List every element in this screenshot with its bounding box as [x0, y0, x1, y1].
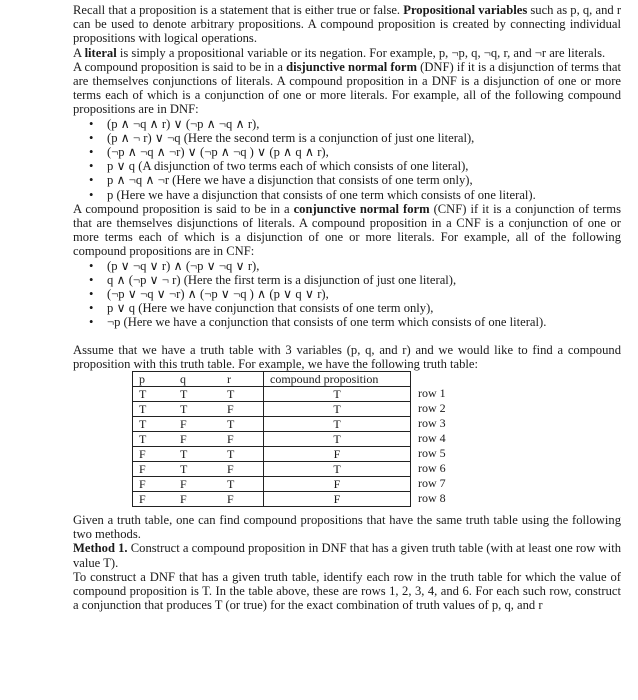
- paragraph-truth-table-intro: Assume that we have a truth table with 3 variables (p, q, and r) and we would like to find a compound proposition with this truth table. For example, we have the following truth table:: [73, 342, 621, 371]
- header-p: p: [133, 372, 175, 387]
- row-label: row 7: [418, 476, 446, 491]
- dnf-examples-list: [73, 117, 621, 202]
- table-row: [133, 402, 411, 417]
- cell: T: [221, 387, 264, 402]
- list-item: • (p ∨ ¬q ∨ r) ∧ (¬p ∨ ¬q ∨ r),: [83, 259, 621, 273]
- paragraph-cnf-definition: [73, 202, 621, 259]
- text: such as p, q, and r can be used to denote arbitrary propositions. A compound proposition is created by connecting individual propositions with logical operations.: [73, 3, 622, 46]
- cell: F: [133, 477, 175, 492]
- cell: F: [221, 432, 264, 447]
- document-body: [73, 3, 621, 613]
- list-item: • (p ∧ ¬q ∧ r) ∨ (¬p ∧ ¬q ∧ r),: [83, 117, 621, 131]
- text: (CNF) if it is a conjunction of terms that are themselves disjunctions of literals. A compound proposition in a CNF is a conjunction of one or more terms each of which is a disjunction of one or more literals. For example, all of the following compound propositions are in CNF:: [73, 201, 621, 259]
- method-1-label: Method 1.: [73, 541, 128, 556]
- list-item: • p ∨ q (Here we have conjunction that consists of one term only),: [83, 301, 621, 315]
- list-item: • p ∧ ¬q ∧ ¬r (Here we have a disjunction that consists of one term only),: [83, 173, 621, 187]
- cell: T: [133, 387, 175, 402]
- row-label: row 8: [418, 491, 446, 506]
- paragraph-dnf-definition: [73, 60, 621, 117]
- term-literal: literal: [84, 45, 117, 60]
- paragraph-dnf-construction: To construct a DNF that has a given truth table, identify each row in the truth table for which the value of compound proposition is T. In the table above, these are rows 1, 2, 3, 4, and 6. For each such row, construct a conjunction that produces T (or true) for the exact combination of truth values of p, q, and r: [73, 569, 621, 613]
- cell: T: [133, 432, 175, 447]
- table-row: [133, 447, 411, 462]
- list-item: • p (Here we have a disjunction that consists of one term which consists of one literal).: [83, 188, 621, 202]
- paragraph-method-1: [73, 541, 621, 569]
- list-item: • p ∨ q (A disjunction of two terms each of which consists of one literal),: [83, 159, 621, 173]
- cell: F: [221, 492, 264, 507]
- table-row: [133, 432, 411, 447]
- cell: F: [264, 492, 411, 507]
- row-labels: [418, 386, 446, 506]
- row-label: row 3: [418, 416, 446, 431]
- paragraph-propositional-variables: [73, 3, 621, 46]
- list-item: • (¬p ∨ ¬q ∨ ¬r) ∧ (¬p ∨ ¬q ) ∧ (p ∨ q ∨ r),: [83, 287, 621, 301]
- list-item: • ¬p (Here we have a conjunction that consists of one term which consists of one literal).: [83, 315, 621, 329]
- row-label: row 5: [418, 446, 446, 461]
- table-header-row: [133, 372, 411, 387]
- cell: F: [174, 417, 221, 432]
- cell: F: [133, 447, 175, 462]
- truth-table-container: [132, 371, 621, 507]
- cell: F: [264, 447, 411, 462]
- table-row: [133, 462, 411, 477]
- text: is simply a propositional variable or its negation. For example, p, ¬p, q, ¬q, r, and ¬r are literals.: [116, 45, 606, 60]
- cell: T: [174, 402, 221, 417]
- cell: F: [174, 477, 221, 492]
- row-label: row 1: [418, 386, 446, 401]
- cell: T: [133, 417, 175, 432]
- text: A compound proposition is said to be in a: [73, 59, 287, 74]
- cell: T: [133, 402, 175, 417]
- cell: F: [133, 462, 175, 477]
- cell: T: [174, 447, 221, 462]
- truth-table: [132, 371, 411, 507]
- cell: T: [264, 402, 411, 417]
- list-item: • (p ∧ ¬ r) ∨ ¬q (Here the second term is a conjunction of just one literal),: [83, 131, 621, 145]
- text: A: [73, 45, 85, 60]
- paragraph-two-methods: Given a truth table, one can find compound propositions that have the same truth table using the following two methods.: [73, 513, 621, 542]
- header-q: q: [174, 372, 221, 387]
- text: Construct a compound proposition in DNF that has a given truth table (with at least one row with value T).: [73, 541, 621, 570]
- cell: T: [221, 477, 264, 492]
- cell: F: [133, 492, 175, 507]
- list-item: • q ∧ (¬p ∨ ¬ r) (Here the first term is a disjunction of just one literal),: [83, 273, 621, 287]
- cell: F: [264, 477, 411, 492]
- table-row: [133, 477, 411, 492]
- list-item: • (¬p ∧ ¬q ∧ ¬r) ∨ (¬p ∧ ¬q ) ∨ (p ∧ q ∧ r),: [83, 145, 621, 159]
- table-row: [133, 417, 411, 432]
- table-row: [133, 492, 411, 507]
- header-compound-proposition: compound proposition: [264, 372, 411, 387]
- cell: T: [264, 462, 411, 477]
- spacer: [73, 330, 621, 343]
- paragraph-literal: [73, 46, 621, 60]
- cnf-examples-list: [73, 259, 621, 330]
- cell: T: [174, 387, 221, 402]
- row-label: row 6: [418, 461, 446, 476]
- cell: T: [264, 387, 411, 402]
- term-propositional-variables: Propositional variables: [403, 3, 528, 17]
- cell: T: [221, 417, 264, 432]
- term-dnf: disjunctive normal form: [286, 59, 417, 74]
- cell: F: [174, 432, 221, 447]
- cell: F: [221, 402, 264, 417]
- cell: T: [264, 432, 411, 447]
- cell: T: [221, 447, 264, 462]
- header-r: r: [221, 372, 264, 387]
- text: A compound proposition is said to be in a: [73, 201, 294, 216]
- cell: T: [264, 417, 411, 432]
- text: (DNF) if it is a disjunction of terms that are themselves conjunctions of literals. A compound proposition in a DNF is a disjunction of one or more terms each of which is a conjunction of one or more literals. For example, all of the following compound propositions are in DNF:: [73, 59, 621, 117]
- text: Recall that a proposition is a statement that is either true or false.: [73, 3, 404, 17]
- table-row: [133, 387, 411, 402]
- term-cnf: conjunctive normal form: [293, 201, 430, 216]
- cell: F: [174, 492, 221, 507]
- cell: F: [221, 462, 264, 477]
- row-label: row 2: [418, 401, 446, 416]
- row-label: row 4: [418, 431, 446, 446]
- cell: T: [174, 462, 221, 477]
